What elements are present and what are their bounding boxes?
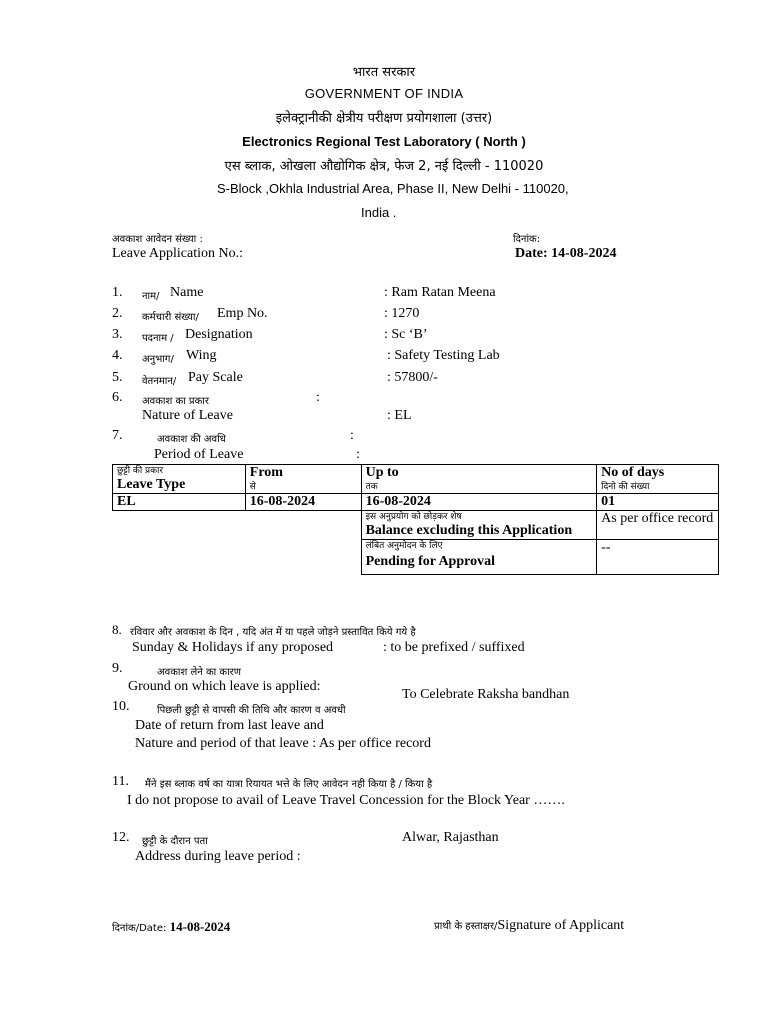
field-label: Wing [186,348,217,363]
application-date: Date: 14-08-2024 [515,246,617,261]
item8-value: : to be prefixed / suffixed [383,640,525,655]
header-upto-label: Up to [365,465,399,480]
header-leave-type-label: Leave Type [117,477,186,492]
field-label: Emp No. [217,306,268,321]
cell-from: 16-08-2024 [245,494,361,511]
item7-num: 7. [112,428,123,443]
header-days-label: No of days [601,465,665,480]
govt-heading: GOVERNMENT OF INDIA [304,86,464,101]
field-label: Designation [185,327,253,342]
item11-num: 11. [112,774,129,789]
item6-value: : EL [387,408,412,423]
item10-line1: Date of return from last leave and [135,718,324,733]
field-value: : Safety Testing Lab [387,348,500,363]
pending-label: Pending for Approval [365,554,495,569]
field-value: : Ram Ratan Meena [384,285,496,300]
pending-label-cell [361,540,597,575]
item10-hindi-label: पिछली छुट्टी से वापसी की तिथि और कारण व अवधी [157,705,346,716]
field-num: 2. [112,306,123,321]
hindi-date-label: दिनांक: [513,234,541,245]
field-hindi-label: वेतनमान/ [142,376,177,387]
hindi-application-no-label: अवकाश आवेदन संख्या : [112,234,203,245]
empty-cell [113,511,362,540]
item12-hindi-label: छुट्टी के दौरान पता [142,836,208,847]
country: India . [361,205,397,220]
field-value: : Sc ‘B’ [384,327,428,342]
leave-table [112,464,719,575]
item12-label: Address during leave period : [135,849,301,864]
item9-num: 9. [112,661,123,676]
table-row-balance [113,511,719,540]
table-row-pending [113,540,719,575]
balance-hindi: इस अनुप्रयोग को छोड़कर शेष [365,512,462,522]
header-from-label: From [249,465,283,480]
balance-value: As per office record [597,511,719,540]
header-leave-type [113,465,246,494]
balance-label: Balance excluding this Application [365,523,573,538]
cell-upto: 16-08-2024 [361,494,597,511]
footer-date [112,919,230,935]
table-row [113,494,719,511]
table-header-row [113,465,719,494]
field-hindi-label: अनुभाग/ [142,354,174,365]
header-from [245,465,361,494]
item7-colon2: : [356,447,360,462]
field-label: Name [170,285,204,300]
field-value: : 1270 [384,306,420,321]
footer-signature-label: Signature of Applicant [497,918,625,933]
item10-num: 10. [112,699,130,714]
cell-days: 01 [597,494,719,511]
pending-value: -- [597,540,719,575]
footer-signature [434,918,624,934]
item7-hindi-label: अवकाश की अवधि [157,434,226,445]
pending-hindi: लंबित अनुमोदन के लिए [365,541,443,551]
item9-hindi-label: अवकाश लेने का कारण [157,667,241,678]
header-days-hindi: दिनो की संख्या [601,482,650,492]
field-hindi-label: पदनाम / [142,333,174,344]
field-num: 1. [112,285,123,300]
field-hindi-label: कर्मचारी संख्या/ [142,312,199,323]
item9-label: Ground on which leave is applied: [128,679,321,694]
item12-num: 12. [112,830,130,845]
footer-date-value: 14-08-2024 [169,919,231,934]
header-from-hindi: से [249,482,256,492]
cell-leave-type: EL [113,494,246,511]
hindi-govt-heading: भारत सरकार [352,65,416,80]
hindi-address: एस ब्लाक, ओखला औद्योगिक क्षेत्र, फेज 2, नई दिल्ली - 110020 [224,159,544,174]
field-value: : 57800/- [387,370,438,385]
field-num: 4. [112,348,123,363]
hindi-lab-heading: इलेक्ट्रानीकी क्षेत्रीय परीक्षण प्रयोगशाला (उत्तर) [275,111,493,126]
application-no-label: Leave Application No.: [112,246,244,261]
item7-colon: : [350,428,354,443]
field-num: 5. [112,370,123,385]
field-label: Pay Scale [188,370,243,385]
header-upto [361,465,597,494]
item8-hindi-label: रविवार और अवकाश के दिन , यदि अंत में या पहले जोड़ने प्रस्तावित किये गये है [130,627,416,638]
header-upto-hindi: तक [365,482,378,492]
item6-label: Nature of Leave [142,408,233,423]
footer-signature-hindi: प्राथी के हस्ताक्षर/ [434,921,498,932]
header-leave-type-hindi: छुट्टी की प्रकार [117,466,164,476]
field-num: 3. [112,327,123,342]
footer-date-prefix: दिनांक/Date: [112,923,167,934]
item7-label: Period of Leave [154,447,244,462]
address: S-Block ,Okhla Industrial Area, Phase II, New Delhi - 110020, [217,181,569,196]
empty-cell [113,540,362,575]
item10-line2: Nature and period of that leave : As per office record [135,736,431,751]
item11-label: I do not propose to avail of Leave Travel Concession for the Block Year ……. [127,793,565,808]
balance-label-cell [361,511,597,540]
item6-hindi-label: अवकाश का प्रकार [142,396,209,407]
item8-num: 8. [112,622,122,637]
item9-value: To Celebrate Raksha bandhan [402,687,570,702]
header-days [597,465,719,494]
lab-heading: Electronics Regional Test Laboratory ( North ) [242,134,526,149]
item6-num: 6. [112,390,123,405]
item11-hindi-label: मैंने इस ब्लाक वर्ष का यात्रा रियायत भत्ते के लिए आवेदन नही किया है / किया है [145,779,433,790]
field-hindi-label: नाम/ [142,291,160,302]
item8-label: Sunday & Holidays if any proposed [132,640,334,655]
item12-value: Alwar, Rajasthan [402,830,499,845]
item6-colon: : [316,390,320,405]
